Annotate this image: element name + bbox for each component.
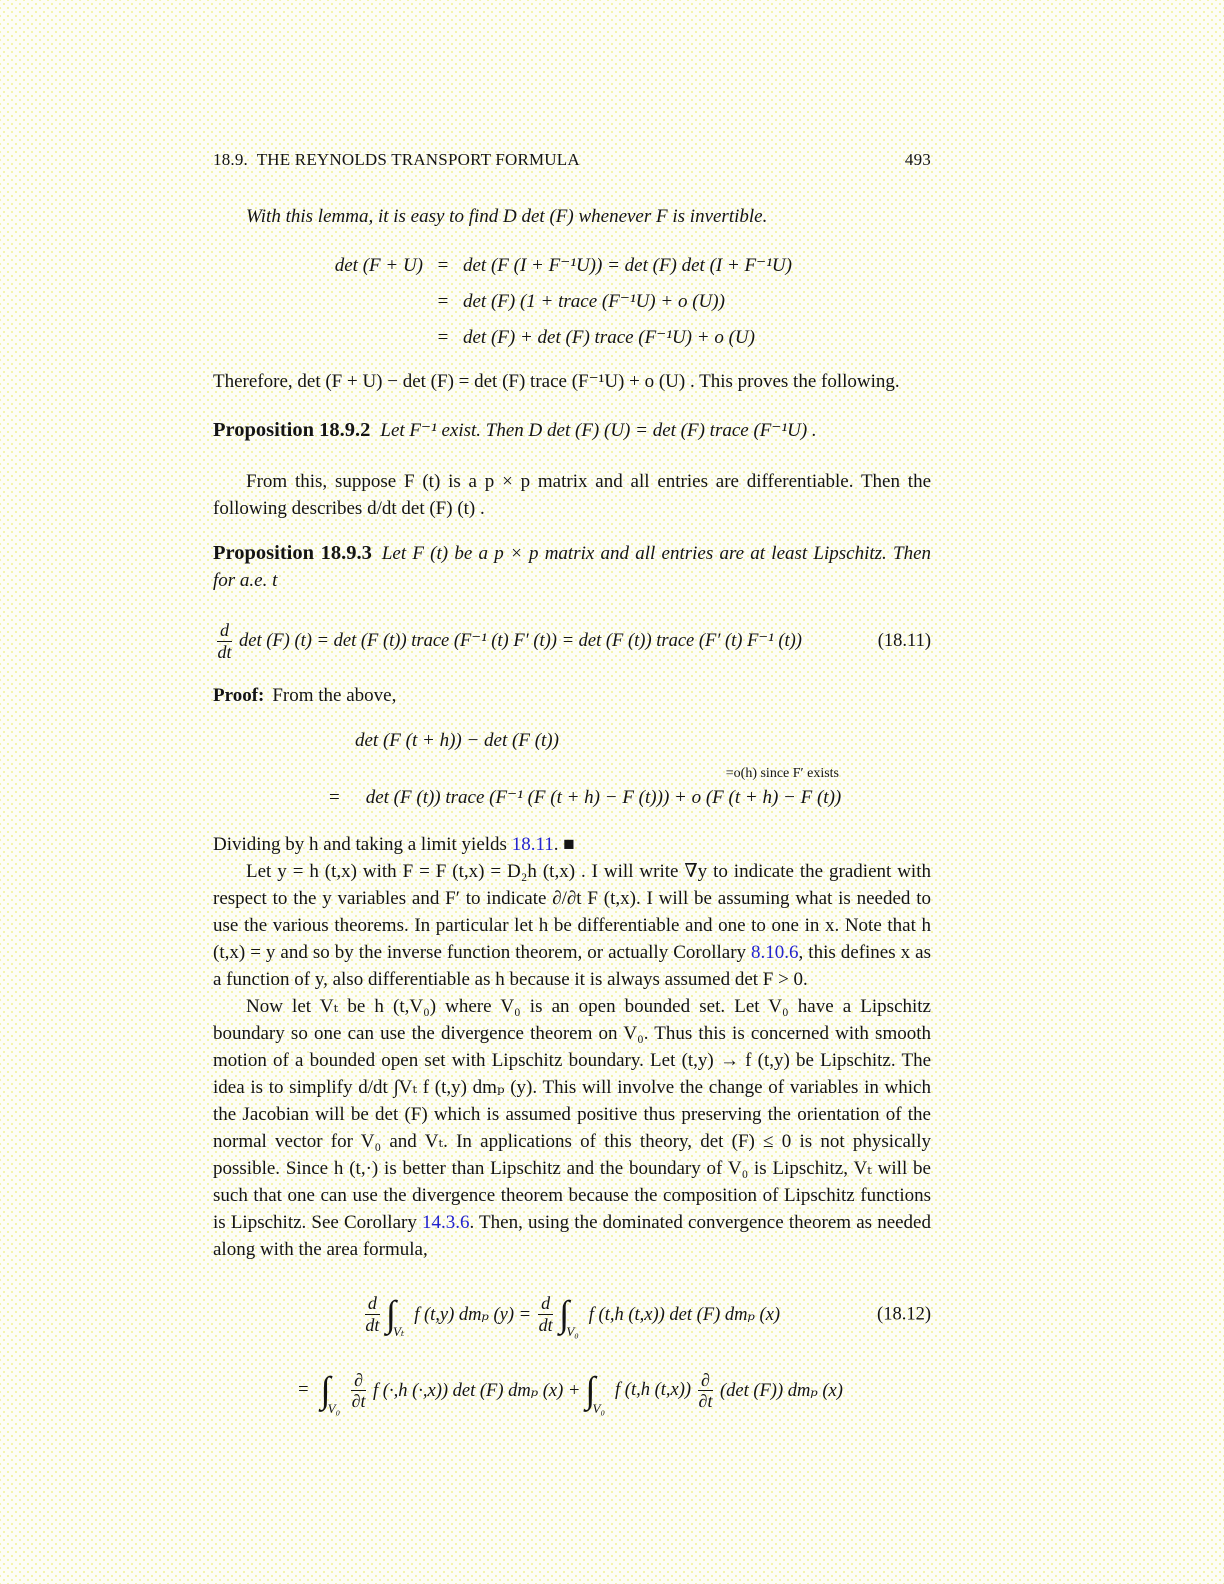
- dividing-paragraph: [213, 831, 931, 858]
- reference-link-8-10-6[interactable]: 8.10.6: [751, 942, 799, 964]
- fraction-numerator: ∂: [698, 1370, 713, 1392]
- fraction-partial-t: [698, 1370, 713, 1412]
- derivation-rhs-3: det (F) + det (F) trace (F⁻¹U) + o (U): [463, 327, 755, 348]
- section-header-title: 18.9. THE REYNOLDS TRANSPORT FORMULA: [213, 150, 580, 169]
- equals-sign: =: [437, 327, 449, 348]
- integral-icon: ∫: [320, 1370, 331, 1412]
- let-paragraph-text-2: , this defines x as a function of y, also differentiable as h because it is always assumed det F > 0.: [213, 942, 931, 991]
- fraction-partial-t: [351, 1370, 366, 1412]
- integral-lower-limit: V₀: [592, 1400, 606, 1416]
- proposition-body: Let F⁻¹ exist. Then D det (F) (U) = det (F) trace (F⁻¹U) .: [380, 420, 817, 441]
- integral-icon: ∫: [559, 1293, 570, 1335]
- integral-over-Vt: [385, 1293, 409, 1340]
- equals-sign: =: [437, 255, 449, 276]
- fraction-numerator: d: [217, 620, 232, 642]
- integral-over-V0: [559, 1293, 584, 1340]
- intro-text: With this lemma, it is easy to find D det (F) whenever F is invertible.: [246, 206, 768, 227]
- integral-over-V0: [320, 1370, 346, 1416]
- reference-link-14-3-6[interactable]: 14.3.6: [421, 1212, 470, 1234]
- let-paragraph-text-1: Let y = h (t,x) with F = F (t,x) = D₂h (t,x) . I will write ∇y to indicate the gradient with respect to the y variables and F′ to indicate ∂/∂t F (t,x). I will be assuming what is needed to use the various theorems. In particular let h be differentiable and one to one in x. Note that h (t,x) = y and so by the inverse function theorem, or actually Corollary: [213, 861, 931, 964]
- derivation-row-2: [213, 284, 931, 320]
- proof-equation-line-1: det (F (t + h)) − det (F (t)): [355, 730, 559, 752]
- intro-paragraph: [213, 203, 931, 230]
- running-header: [213, 150, 931, 170]
- fraction-numerator: d: [538, 1293, 553, 1315]
- equation-term: f (·,h (·,x)) det (F) dmₚ (x) +: [373, 1380, 581, 1401]
- proposition-label: Proposition 18.9.2: [213, 419, 371, 441]
- equation-term: f (t,y) dmₚ (y) =: [414, 1304, 532, 1325]
- textbook-page: [213, 150, 931, 1432]
- derivation-rhs-1: det (F (I + F⁻¹U)) = det (F) det (I + F⁻¹U): [463, 255, 792, 276]
- now-paragraph-text-1: Now let Vₜ be h (t,V₀) where V₀ is an open bounded set. Let V₀ have a Lipschitz boundary so one can use the divergence theorem on V₀. Thus this is concerned with smooth motion of a bounded open set with Lipschitz boundary. Let (t,y) → f (t,y) be Lipschitz. The idea is to simplify d/dt ∫Vₜ f (t,y) dmₚ (y). This will involve the change of variables in which the Jacobian will be det (F) which is assumed positive thus preserving the orientation of the normal vector for V₀ and Vₜ. In applications of this theory, det (F) ≤ 0 is not physically possible. Since h (t,·) is better than Lipschitz and the boundary of V₀ is Lipschitz, Vₜ will be such that one can use the divergence theorem because the composition of Lipschitz functions is Lipschitz. See Corollary: [213, 996, 931, 1234]
- equation-term: f (t,h (t,x)) det (F) dmₚ (x): [588, 1304, 781, 1325]
- fraction-d-dt: [538, 1293, 553, 1335]
- integral-icon: ∫: [585, 1370, 596, 1412]
- proof-paragraph: [213, 682, 931, 709]
- fraction-denominator: dt: [217, 641, 232, 662]
- equals-sign: =: [298, 1380, 309, 1401]
- equation-body: det (F) (t) = det (F (t)) trace (F⁻¹ (t) F′ (t)) = det (F (t)) trace (F′ (t) F⁻¹ (t)): [239, 631, 802, 652]
- equals-sign: =: [437, 291, 449, 312]
- now-paragraph-text-2: . Then, using the dominated convergence theorem as needed along with the area formula,: [213, 1212, 931, 1261]
- overbrace-annotation: =o(h) since F′ exists: [725, 766, 839, 782]
- proposition-body: Let F (t) be a p × p matrix and all entries are at least Lipschitz. Then for a.e. t: [213, 543, 932, 591]
- equation-18-12-line-1: [213, 1293, 931, 1340]
- from-this-paragraph: From this, suppose F (t) is a p × p matrix and all entries are differentiable. Then the following describes d/dt det (F) (t) .: [213, 471, 931, 519]
- fraction-d-dt: [217, 620, 232, 662]
- equation-18-11: [213, 620, 931, 662]
- now-paragraph: [213, 993, 931, 1263]
- equation-number: (18.12): [877, 1304, 931, 1325]
- fraction-denominator: dt: [538, 1315, 553, 1336]
- derivation-row-1: [213, 248, 931, 284]
- equation-term: f (t,h (t,x)): [615, 1380, 692, 1401]
- reference-link-18-11[interactable]: 18.11: [511, 834, 554, 856]
- proof-intro: From the above,: [272, 685, 397, 707]
- proof-equation-line-2: [329, 783, 931, 813]
- proof-label: Proof:: [213, 685, 265, 707]
- therefore-paragraph: Therefore, det (F + U) − det (F) = det (F) trace (F⁻¹U) + o (U) . This proves the following.: [213, 371, 900, 392]
- fraction-numerator: ∂: [351, 1370, 366, 1392]
- proposition-18-9-2: [213, 417, 931, 444]
- proof-equation-block: [213, 725, 931, 813]
- dividing-text: Dividing by h and taking a limit yields: [213, 834, 512, 856]
- equation-term: (det (F)) dmₚ (x): [719, 1380, 843, 1401]
- integral-lower-limit: V₀: [327, 1400, 341, 1416]
- equals-sign: =: [329, 787, 340, 809]
- integral-icon: ∫: [385, 1293, 397, 1335]
- proposition-18-9-3: [213, 540, 931, 594]
- fraction-d-dt: [365, 1293, 380, 1335]
- derivation-lhs: det (F + U): [334, 255, 423, 276]
- derivation-equation-block: [213, 248, 931, 356]
- fraction-denominator: dt: [365, 1315, 380, 1336]
- fraction-numerator: d: [365, 1293, 380, 1315]
- integral-lower-limit: Vₜ: [393, 1324, 405, 1340]
- derivation-row-3: [213, 320, 931, 356]
- qed-square: . ■: [553, 834, 575, 856]
- proof-equation-rhs: det (F (t)) trace (F⁻¹ (F (t + h) − F (t))) + o (F (t + h) − F (t)): [365, 787, 842, 809]
- equation-18-12-line-2: [213, 1369, 931, 1416]
- proposition-label: Proposition 18.9.3: [213, 542, 372, 564]
- page-number: 493: [904, 150, 931, 169]
- integral-lower-limit: V₀: [566, 1324, 579, 1340]
- integral-over-V0: [585, 1370, 610, 1416]
- equation-number: (18.11): [877, 630, 931, 651]
- let-paragraph: [213, 858, 931, 993]
- fraction-denominator: ∂t: [351, 1391, 366, 1412]
- fraction-denominator: ∂t: [698, 1391, 713, 1412]
- derivation-rhs-2: det (F) (1 + trace (F⁻¹U) + o (U)): [463, 291, 725, 312]
